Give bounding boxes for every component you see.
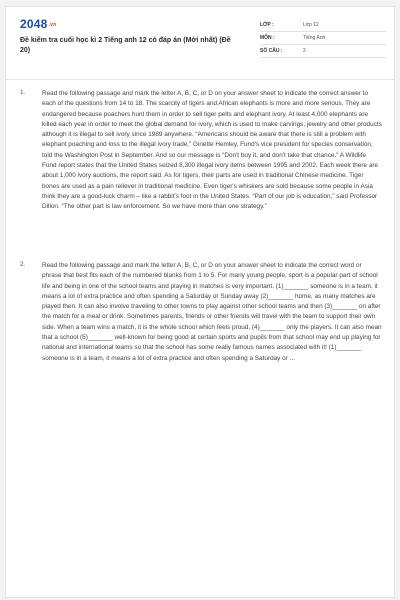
question-number: 2. bbox=[20, 261, 26, 268]
meta-row-class bbox=[260, 20, 386, 32]
subject-label: MÔN : bbox=[260, 35, 275, 41]
header-divider bbox=[6, 79, 394, 80]
question-count-label: SỐ CÂU : bbox=[260, 48, 283, 54]
document-title: Đề kiểm tra cuối học kì 2 Tiếng anh 12 có đáp án (Mới nhất) (Đề 20) bbox=[20, 37, 231, 54]
document-header bbox=[20, 17, 386, 67]
document-meta bbox=[260, 20, 386, 59]
subject-value: Tiếng Anh bbox=[303, 35, 326, 41]
document-page bbox=[5, 6, 395, 598]
question-text: Read the following passage and mark the letter A, B, C, or D on your answer sheet to indicate the correct answer to each of the questions from 14 to 18. The scarcity of tigers and African elephants is more and more serious. They are endangered because poachers hunt them in order to sell tiger pelts and elephant ivory. At least 4,000 elephants are killed each year in order to meet the global demand for ivory, which is used to make carvings, jewelry and other products although it is illegal to sell ivory since 1989 anywhere. “Americans should be aware that there is still a problem with elephant poaching and loss to the illegal ivory trade,” Ginette Hemley, Fund's vice president for species conservation, told the Washington Post in September. And so our message is “Don't buy it, and don't take that chance.” A Wildlife Fund report states that the United States seized 8,300 illegal ivory items between 1995 and 2002. Each week there are about 1,000 ivory auctions, the report said. As for tigers, their parts are used in traditional Chinese medicine. Tiger bones are used as a pain reliever in traditional medicine. Even tiger's whiskers are sold because some people in Asia think they are a good-luck charm – like a rabbit's foot in the United States. “Part of our job is education,” said Professor Dillon. “The other part is law enforcement. So we have more than one strategy.” bbox=[42, 90, 382, 211]
meta-row-subject bbox=[260, 33, 386, 45]
logo-text: 2048 bbox=[20, 17, 48, 31]
class-label: LỚP : bbox=[260, 22, 274, 28]
question-count-value: 2 bbox=[303, 48, 306, 54]
site-logo[interactable] bbox=[20, 17, 56, 31]
class-value: Lớp 12 bbox=[303, 22, 319, 28]
question-text: Read the following passage and mark the letter A, B, C, or D on your answer sheet to indicate the correct word or phrase that best fits each of the numbered blanks from 1 to 5. For many young people, sport is a popular part of school life and being in one of the school teams and playing in matches is very important. (1)_______ someone is in a team, it means a lot of extra practice and often spending a Saturday or Sunday away (2)_______ home, as many matches are played then. It can also involve traveling to other towns to play against other school teams and then (3)_______ on after the match for a meal or drink. Sometimes parents, friends or other friends will travel with the team to support their own side. When a team wins a match, it is the whole school which feels proud, (4)_______ only the players. It can also mean that a school (5)_______ well-known for being good at certain sports and pupils from that school may end up playing for national and international teams so that the school has some really famous names associated with it! (1)_______ someone is in a team, it means a lot of extra practice and often spending a Saturday or ... bbox=[42, 262, 382, 362]
logo-suffix: .vn bbox=[48, 21, 57, 28]
question-number: 1. bbox=[20, 89, 26, 96]
meta-row-question-count bbox=[260, 46, 386, 58]
